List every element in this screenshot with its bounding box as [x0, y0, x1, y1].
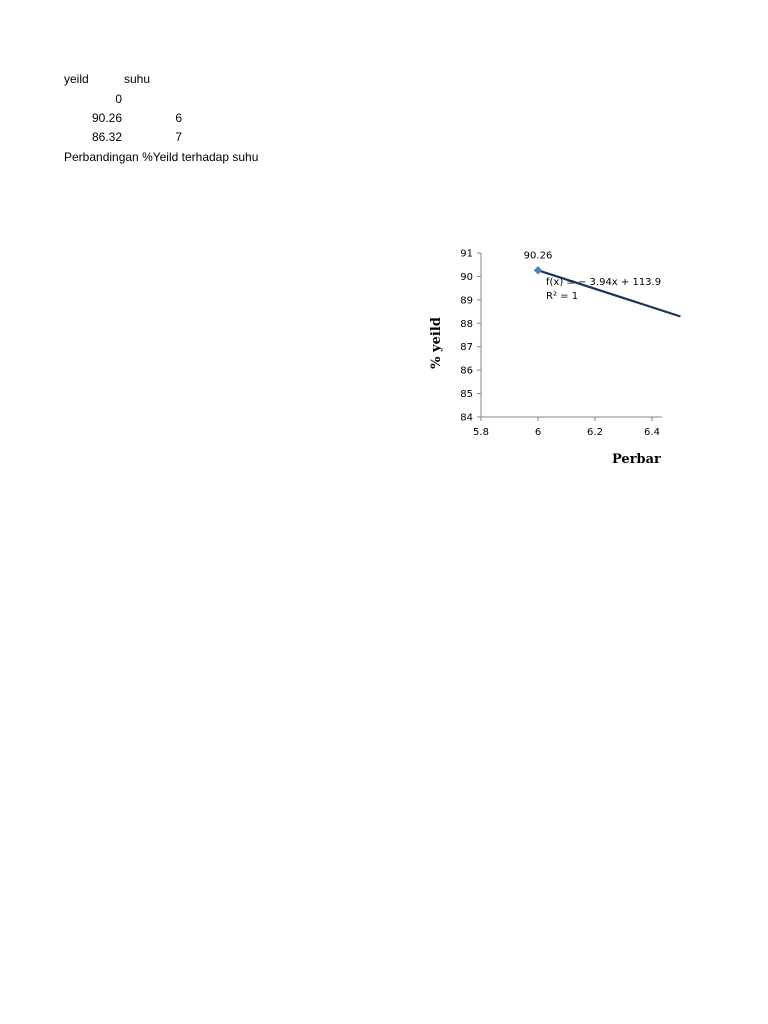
x-tick-label: 6 [534, 427, 542, 438]
x-tick-label: 5.8 [473, 427, 489, 438]
y-axis-label: % yeild [429, 317, 444, 369]
trendline-r2: R² = 1 [546, 291, 579, 302]
cell-suhu-2[interactable]: 6 [175, 111, 182, 125]
x-axis-label: Perbar [612, 452, 661, 467]
y-tick-label: 86 [460, 365, 473, 377]
cell-yeild-1[interactable]: 0 [115, 92, 122, 106]
chart-svg [420, 240, 662, 472]
data-label: 90.26 [523, 250, 553, 262]
cell-suhu-3[interactable]: 7 [175, 130, 182, 144]
scatter-chart[interactable] [420, 240, 662, 472]
header-yeild[interactable]: yeild [64, 72, 89, 86]
chart-title-cell[interactable]: Perbandingan %Yeild terhadap suhu [64, 150, 259, 164]
y-tick-label: 88 [460, 318, 473, 330]
header-suhu[interactable]: suhu [124, 72, 151, 86]
x-tick-label: 6.4 [644, 427, 660, 438]
trendline-equation: f(x) = − 3.94x + 113.9 [546, 277, 662, 288]
y-tick-label: 90 [460, 271, 473, 283]
cell-yeild-3[interactable]: 86.32 [91, 130, 122, 144]
y-tick-label: 84 [460, 412, 473, 424]
y-tick-label: 87 [460, 342, 473, 354]
y-tick-label: 89 [460, 295, 473, 307]
x-tick-label: 6.2 [587, 427, 603, 438]
data-point [535, 267, 542, 274]
cell-yeild-2[interactable]: 90.26 [91, 111, 122, 125]
y-tick-label: 91 [460, 248, 473, 260]
y-tick-label: 85 [460, 389, 473, 401]
